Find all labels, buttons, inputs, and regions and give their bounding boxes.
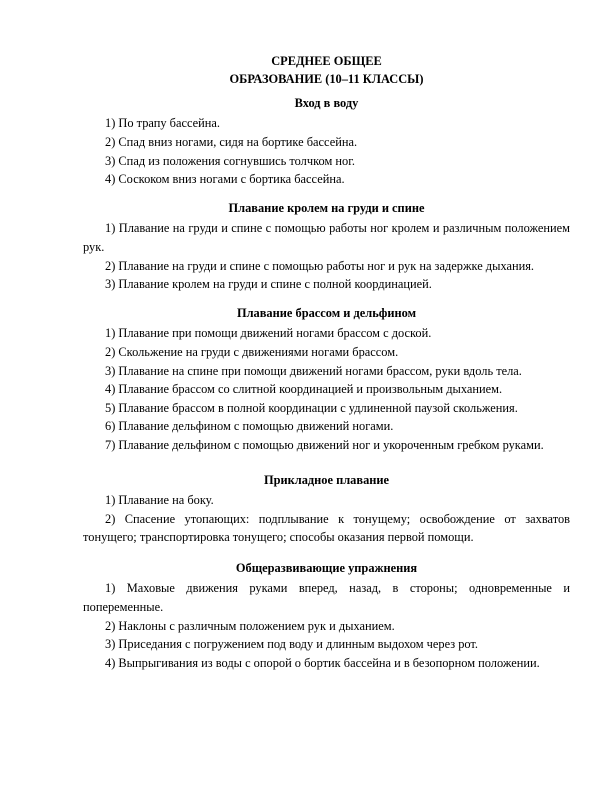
list-item: 2) Наклоны с различным положением рук и дыханием. (105, 618, 395, 633)
document-page (83, 44, 570, 672)
section-breaststroke-butterfly (83, 304, 570, 455)
list-item: 2) Скольжение на груди с движениями ногами брассом. (105, 344, 399, 359)
section-water-entry (83, 94, 570, 189)
list-item: 1) Маховые движения руками вперед, назад, в стороны; одновременные и попеременные. (83, 581, 570, 615)
list-item: 3) Плавание на спине при помощи движений ногами брассом, руки вдоль тела. (105, 363, 522, 378)
list-item: 2) Плавание на груди и спине с помощью работы ног и рук на задержке дыхания. (105, 258, 535, 273)
section-heading: Прикладное плавание (263, 472, 390, 487)
list-item: 1) По трапу бассейна. (105, 116, 220, 131)
document-title-line-2: ОБРАЗОВАНИЕ (10–11 КЛАССЫ) (229, 72, 424, 87)
list-item: 2) Спасение утопающих: подплывание к тонущему; освобождение от захватов тонущего; транспортировка тонущего; способы оказания первой помощи. (83, 511, 570, 545)
section-general-exercises (83, 559, 570, 673)
list-item: 1) Плавание на боку. (105, 493, 214, 508)
list-item: 3) Приседания с погружением под воду и длинным выдохом через рот. (105, 637, 479, 652)
section-heading: Вход в воду (294, 95, 359, 110)
section-crawl-swimming (83, 199, 570, 294)
list-item: 7) Плавание дельфином с помощью движений ног и укороченным гребком руками. (105, 437, 544, 452)
section-heading: Общеразвивающие упражнения (235, 560, 418, 575)
list-item: 4) Выпрыгивания из воды с опорой о бортик бассейна и в безопорном положении. (105, 655, 540, 670)
section-applied-swimming (83, 471, 570, 547)
list-item: 3) Спад из положения согнувшись толчком ног. (105, 153, 355, 168)
list-item: 1) Плавание на груди и спине с помощью работы ног кролем и различным положением рук. (83, 221, 570, 254)
list-item: 2) Спад вниз ногами, сидя на бортике бассейна. (105, 135, 358, 149)
list-item: 4) Плавание брассом со слитной координацией и произвольным дыханием. (105, 382, 503, 397)
section-heading: Плавание брассом и дельфином (236, 305, 417, 320)
document-title-line-1: СРЕДНЕЕ ОБЩЕЕ (271, 54, 382, 68)
list-item: 1) Плавание при помощи движений ногами брассом с доской. (105, 326, 432, 341)
list-item: 5) Плавание брассом в полной координации с удлиненной паузой скольжения. (105, 400, 518, 415)
list-item: 6) Плавание дельфином с помощью движений ногами. (105, 419, 394, 434)
list-item: 3) Плавание кролем на груди и спине с полной координацией. (105, 277, 432, 292)
section-heading: Плавание кролем на груди и спине (228, 200, 425, 215)
list-item: 4) Соскоком вниз ногами с бортика бассейна. (105, 172, 345, 187)
